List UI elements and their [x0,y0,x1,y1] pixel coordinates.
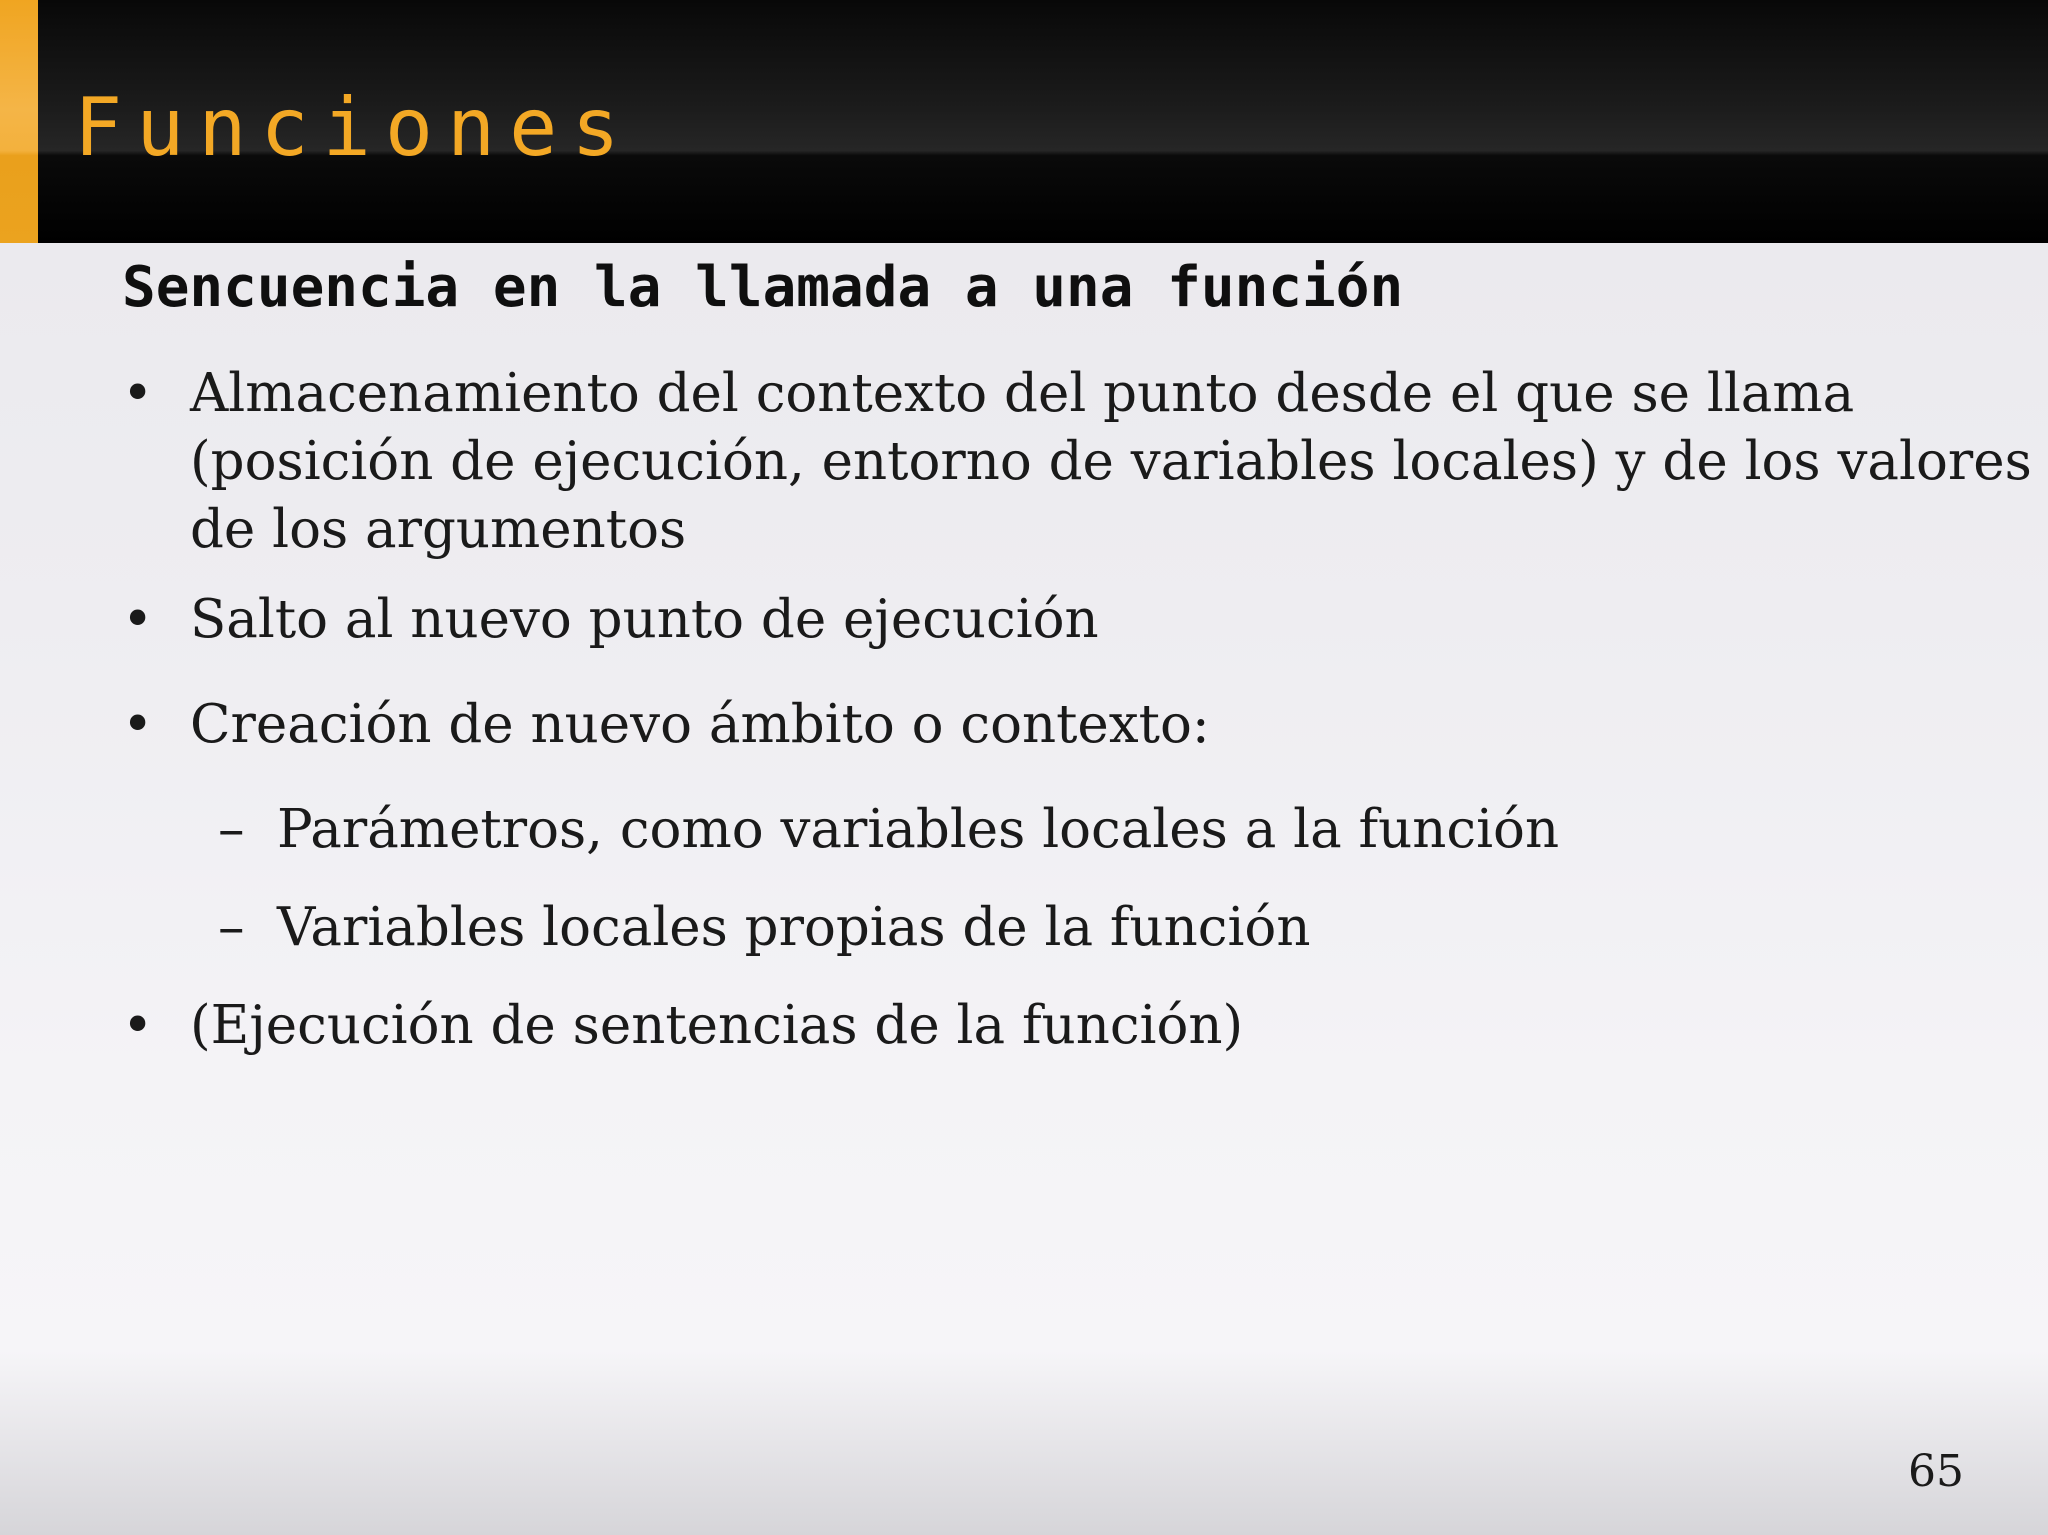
page-number: 65 [1908,1446,1964,1497]
bullet-1-line-2: (posición de ejecución, entorno de variables locales) y de los valores [190,431,2032,492]
bullet-marker: • [122,694,154,755]
bullet-3-text: Creación de nuevo ámbito o contexto: [190,694,1210,755]
accent-bar [0,0,38,243]
bullet-marker: • [122,589,154,650]
sub-bullet-marker: – [218,799,245,860]
slide-title: Funciones [74,81,634,174]
bullet-2-text: Salto al nuevo punto de ejecución [190,589,1099,650]
slide-subtitle: Sencuencia en la llamada a una función [122,255,1404,320]
sub-bullet-1-text: Parámetros, como variables locales a la función [277,799,1560,860]
bullet-marker: • [122,995,154,1056]
bullet-1-line-1: Almacenamiento del contexto del punto desde el que se llama [190,363,1855,424]
sub-bullet-2-text: Variables locales propias de la función [277,897,1311,958]
bullet-marker: • [122,363,154,424]
sub-bullet-marker: – [218,897,245,958]
bullet-1-line-3: de los argumentos [190,499,687,560]
bullet-4-text: (Ejecución de sentencias de la función) [190,995,1244,1056]
